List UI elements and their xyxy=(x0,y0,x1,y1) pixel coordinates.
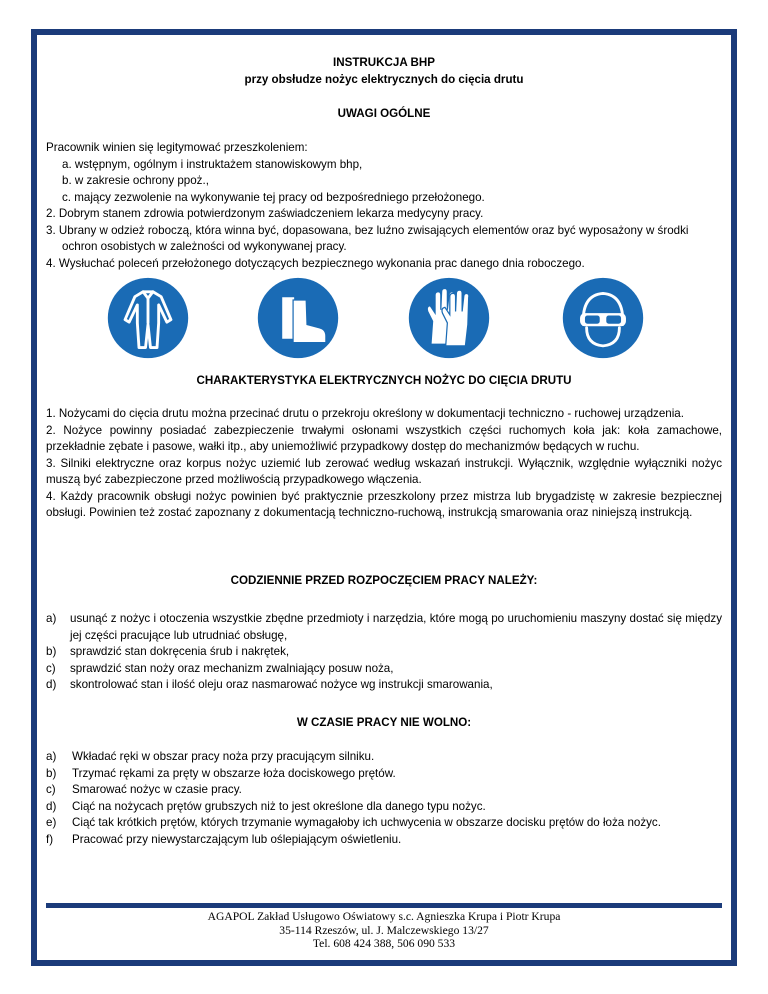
list-label: a) xyxy=(46,612,57,625)
list-item xyxy=(46,749,722,766)
safety-boots-icon xyxy=(257,277,339,359)
list-text: Pracować przy niewystarczającym lub oślepiającym oświetleniu. xyxy=(72,832,402,846)
general-intro: Pracownik winien się legitymować przeszkoleniem: xyxy=(46,141,308,154)
section-heading-forbidden: W CZASIE PRACY NIE WOLNO: xyxy=(296,716,472,729)
general-section xyxy=(46,140,722,272)
list-text: Ciąć na nożycach prętów grubszych niż to jest określone dla danego typu nożyc. xyxy=(72,799,486,813)
list-text: Trzymać rękami za pręty w obszarze łoża dociskowego prętów. xyxy=(72,766,396,780)
footer-address: 35-114 Rzeszów, ul. J. Malczewskiego 13/27 xyxy=(279,923,489,937)
general-item: 4. Wysłuchać poleceń przełożonego dotyczących bezpiecznego wykonania prac danego dnia roboczego. xyxy=(46,256,585,270)
list-item xyxy=(46,644,722,661)
footer-company: AGAPOL Zakład Usługowo Oświatowy s.c. Agnieszka Krupa i Piotr Krupa xyxy=(207,910,561,923)
list-item xyxy=(46,766,722,783)
list-label: b) xyxy=(46,766,57,780)
characteristics-item: 3. Silniki elektryczne oraz korpus nożyc uziemić lub zerować według wskazań instrukcji. Wyłącznik, względnie wyłączniki nożyc muszą być zabezpieczone przed możliwością przypadkowego włączenia. xyxy=(46,456,722,486)
list-label: d) xyxy=(46,799,57,813)
footer-phone: Tel. 608 424 388, 506 090 533 xyxy=(312,937,456,950)
general-item: 3. Ubrany w odzież roboczą, która winna być, dopasowana, bez luźno zwisających elementów oraz być wyposażony w środki ochron osobistych w zależności od wykonywanej pracy. xyxy=(46,223,689,253)
footer xyxy=(0,910,768,951)
list-label: b) xyxy=(46,645,57,658)
list-text: Ciąć tak krótkich prętów, których trzymanie wymagałoby ich uchwycenia w obszarze docisku prętów do łoża nożyc. xyxy=(72,816,661,829)
list-item xyxy=(46,611,722,644)
list-label: a) xyxy=(46,750,57,763)
characteristics-item: 1. Nożycami do cięcia drutu można przecinać drutu o przekroju określony w dokumentacji techniczno - ruchowej urządzenia. xyxy=(46,407,684,420)
list-text: sprawdzić stan dokręcenia śrub i nakrętek, xyxy=(70,645,290,658)
list-item xyxy=(46,677,722,694)
list-text: Wkładać ręki w obszar pracy noża przy pracującym silniku. xyxy=(72,750,375,763)
document-title: INSTRUKCJA BHP xyxy=(333,56,435,69)
list-label: e) xyxy=(46,816,57,829)
forbidden-section xyxy=(46,749,722,848)
characteristics-item: 4. Każdy pracownik obsługi nożyc powinien być praktycznie przeszkolony przez mistrza lub brygadzistę w zakresie bezpiecznej obsługi. Powinien też zostać zapoznany z dokumentacją techniczno-ruchową, instrukcją smarowania oraz niniejszą instrukcją. xyxy=(46,489,722,519)
general-item: 2. Dobrym stanem zdrowia potwierdzonym zaświadczeniem lekarza medycyny pracy. xyxy=(46,207,484,220)
general-sub-item: c. mający zezwolenie na wykonywanie tej pracy od bezpośredniego przełożonego. xyxy=(62,190,485,204)
list-label: c) xyxy=(46,783,56,796)
list-label: c) xyxy=(46,661,56,675)
section-heading-characteristics: CHARAKTERYSTYKA ELEKTRYCZNYCH NOŻYC DO CIĘCIA DRUTU xyxy=(196,374,572,387)
list-item xyxy=(46,815,722,832)
list-text: Smarować nożyc w czasie pracy. xyxy=(72,783,242,796)
protective-gloves-icon xyxy=(408,277,490,359)
general-sub-item: a. wstępnym, ogólnym i instruktażem stanowiskowym bhp, xyxy=(62,157,363,171)
ppe-signs-row xyxy=(0,277,768,359)
list-text: sprawdzić stan noży oraz mechanizm zwalniający posuw noża, xyxy=(70,661,394,675)
safety-goggles-icon xyxy=(562,277,644,359)
document-subtitle: przy obsłudze nożyc elektrycznych do cięcia drutu xyxy=(244,73,524,86)
list-item xyxy=(46,661,722,678)
list-text: usunąć z nożyc i otoczenia wszystkie zbędne przedmioty i narzędzia, które mogą po uruchomieniu maszyny dostać się między jej części pracujące lub utrudniać obsługę, xyxy=(70,612,722,642)
section-heading-general: UWAGI OGÓLNE xyxy=(337,107,431,120)
list-text: skontrolować stan i ilość oleju oraz nasmarować nożyce wg instrukcji smarowania, xyxy=(70,678,493,691)
general-sub-item: b. w zakresie ochrony ppoż., xyxy=(62,174,209,187)
list-label: d) xyxy=(46,678,57,691)
footer-divider xyxy=(46,903,722,908)
list-item xyxy=(46,782,722,799)
protective-clothing-icon xyxy=(107,277,189,359)
characteristics-section xyxy=(46,406,722,522)
daily-section xyxy=(46,611,722,694)
list-item xyxy=(46,799,722,816)
list-label: f) xyxy=(46,832,54,846)
list-item xyxy=(46,832,722,849)
characteristics-item: 2. Nożyce powinny posiadać zabezpieczenie trwałymi osłonami wszystkich części ruchomych koła jak: koła zamachowe, przekładnie zębate i pasowe, wałki itp., aby uniemożliwić przypadkowy dostęp do mechanizmów będących w ruchu. xyxy=(46,423,722,453)
section-heading-daily: CODZIENNIE PRZED ROZPOCZĘCIEM PRACY NALEŻY: xyxy=(230,574,538,587)
